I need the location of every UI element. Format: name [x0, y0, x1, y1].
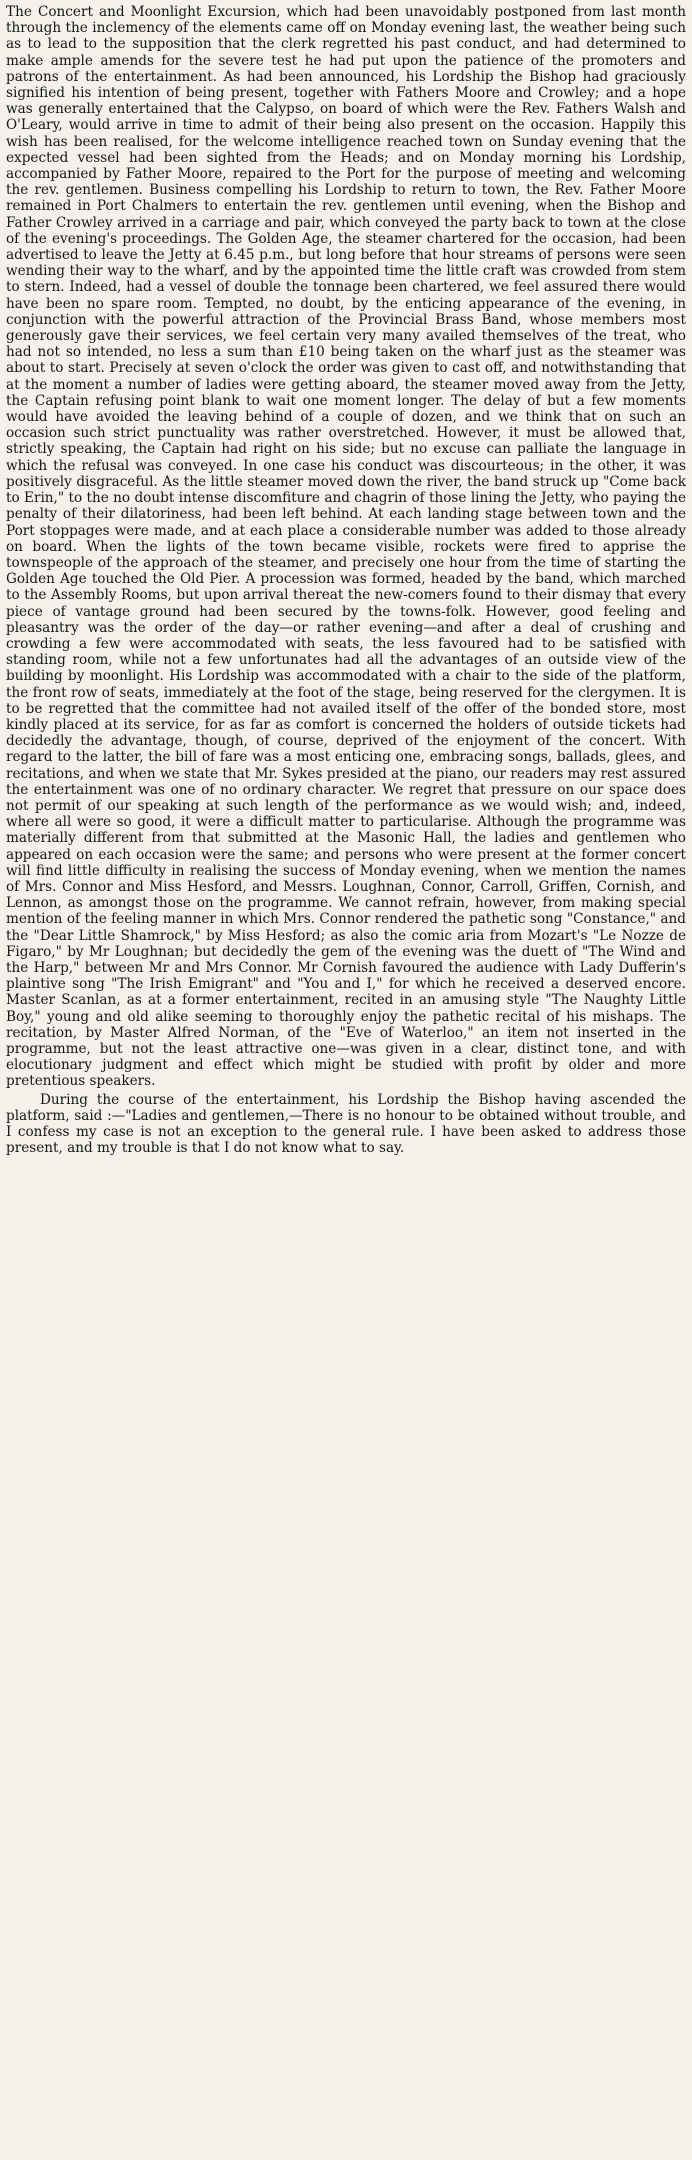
- article-paragraph: The Concert and Moonlight Excursion, which had been unavoidably postponed from last month through the inclemency of the elements came off on Monday evening last, the weather being such as to lead to the supposition that the clerk regretted his past conduct, and had determined to make ample amends for the severe test he had put upon the patience of the promoters and patrons of the entertainment. As had been announced, his Lordship the Bishop had graciously signified his intention of being present, together with Fathers Moore and Crowley; and a hope was generally entertained that the Calypso, on board of which were the Rev. Fathers Walsh and O'Leary, would arrive in time to admit of their being also present on the occasion. Happily this wish has been realised, for the welcome intelligence reached town on Sunday evening that the expected vessel had been sighted from the Heads; and on Monday morning his Lordship, accompanied by Father Moore, repaired to the Port for the purpose of meeting and welcoming the rev. gentlemen. Business compelling his Lordship to return to town, the Rev. Father Moore remained in Port Chalmers to entertain the rev. gentlemen until evening, when the Bishop and Father Crowley arrived in a carriage and pair, which conveyed the party back to town at the close of the evening's proceedings. The Golden Age, the steamer chartered for the occasion, had been advertised to leave the Jetty at 6.45 p.m., but long before that hour streams of persons were seen wending their way to the wharf, and by the appointed time the little craft was crowded from stem to stern. Indeed, had a vessel of double the tonnage been chartered, we feel assured there would have been no spare room. Tempted, no doubt, by the enticing appearance of the evening, in conjunction with the powerful attraction of the Provincial Brass Band, whose members most generously gave their services, we feel certain very many availed themselves of the treat, who had not so intended, no less a sum than £10 being taken on the wharf just as the steamer was about to start. Precisely at seven o'clock the order was given to cast off, and notwithstanding that at the moment a number of ladies were getting aboard, the steamer moved away from the Jetty, the Captain refusing point blank to wait one moment longer. The delay of but a few moments would have avoided the leaving behind of a couple of dozen, and we think that on such an occasion such strict punctuality was rather overstretched. However, it must be allowed that, strictly speaking, the Captain had right on his side; but no excuse can palliate the language in which the refusal was conveyed. In one case his conduct was discourteous; in the other, it was positively disgraceful. As the little steamer moved down the river, the band struck up "Come back to Erin," to the no doubt intense discomfiture and chagrin of those lining the Jetty, who paying the penalty of their dilatoriness, had been left behind. At each landing stage between town and the Port stoppages were made, and at each place a considerable number was added to those already on board. When the lights of the town became visible, rockets were fired to apprise the townspeople of the approach of the steamer, and precisely one hour from the time of starting the Golden Age touched the Old Pier. A procession was formed, headed by the band, which marched to the Assembly Rooms, but upon arrival thereat the new-comers found to their dismay that every piece of vantage ground had been secured by the towns-folk. However, good feeling and pleasantry was the order of the day—or rather evening—and after a deal of crushing and crowding a few were accommodated with seats, the less favoured had to be satisfied with standing room, while not a few unfortunates had all the advantages of an outside view of the building by moonlight. His Lordship was accommodated with a chair to the side of the platform, the front row of seats, immediately at the foot of the stage, being reserved for the clergymen. It is to be regretted that the committee had not availed itself of the offer of the bonded store, most kindly placed at its service, for as far as comfort is concerned the holders of outside tickets had decidedly the advantage, though, of course, deprived of the enjoyment of the concert. With regard to the latter, the bill of fare was a most enticing one, embracing songs, ballads, glees, and recitations, and when we state that Mr. Sykes presided at the piano, our readers may rest assured the entertainment was one of no ordinary character. We regret that pressure on our space does not permit of our speaking at such length of the performance as we would wish; and, indeed, where all were so good, it were a difficult matter to particularise. Although the programme was materially different from that submitted at the Masonic Hall, the ladies and gentlemen who appeared on each occasion were the same; and persons who were present at the former concert will find little difficulty in realising the success of Monday evening, when we mention the names of Mrs. Connor and Miss Hesford, and Messrs. Loughnan, Connor, Carroll, Griffen, Cornish, and Lennon, as amongst those on the programme. We cannot refrain, however, from making special mention of the feeling manner in which Mrs. Connor rendered the pathetic song "Constance," and the "Dear Little Shamrock," by Miss Hesford; as also the comic aria from Mozart's "Le Nozze de Figaro," by Mr Loughnan; but decidedly the gem of the evening was the duett of "The Wind and the Harp," between Mr and Mrs Connor. Mr Cornish favoured the audience with Lady Dufferin's plaintive song "The Irish Emigrant" and "You and I," for which he received a deserved encore. Master Scanlan, as at a former entertainment, recited in an amusing style "The Naughty Little Boy," young and old alike seeming to thoroughly enjoy the pathetic recital of his mishaps. The recitation, by Master Alfred Norman, of the "Eve of Waterloo," an item not inserted in the programme, but not the least attractive one—was given in a clear, distinct tone, and with elocutionary judgment and effect which might be studied with profit by older and more pretentious speakers.: [6, 4, 686, 1090]
- article-paragraph: During the course of the entertainment, his Lordship the Bishop having ascended the platform, said :—"Ladies and gentlemen,—There is no honour to be obtained without trouble, and I confess my case is not an exception to the general rule. I have been asked to address those present, and my trouble is that I do not know what to say.: [6, 1091, 686, 1157]
